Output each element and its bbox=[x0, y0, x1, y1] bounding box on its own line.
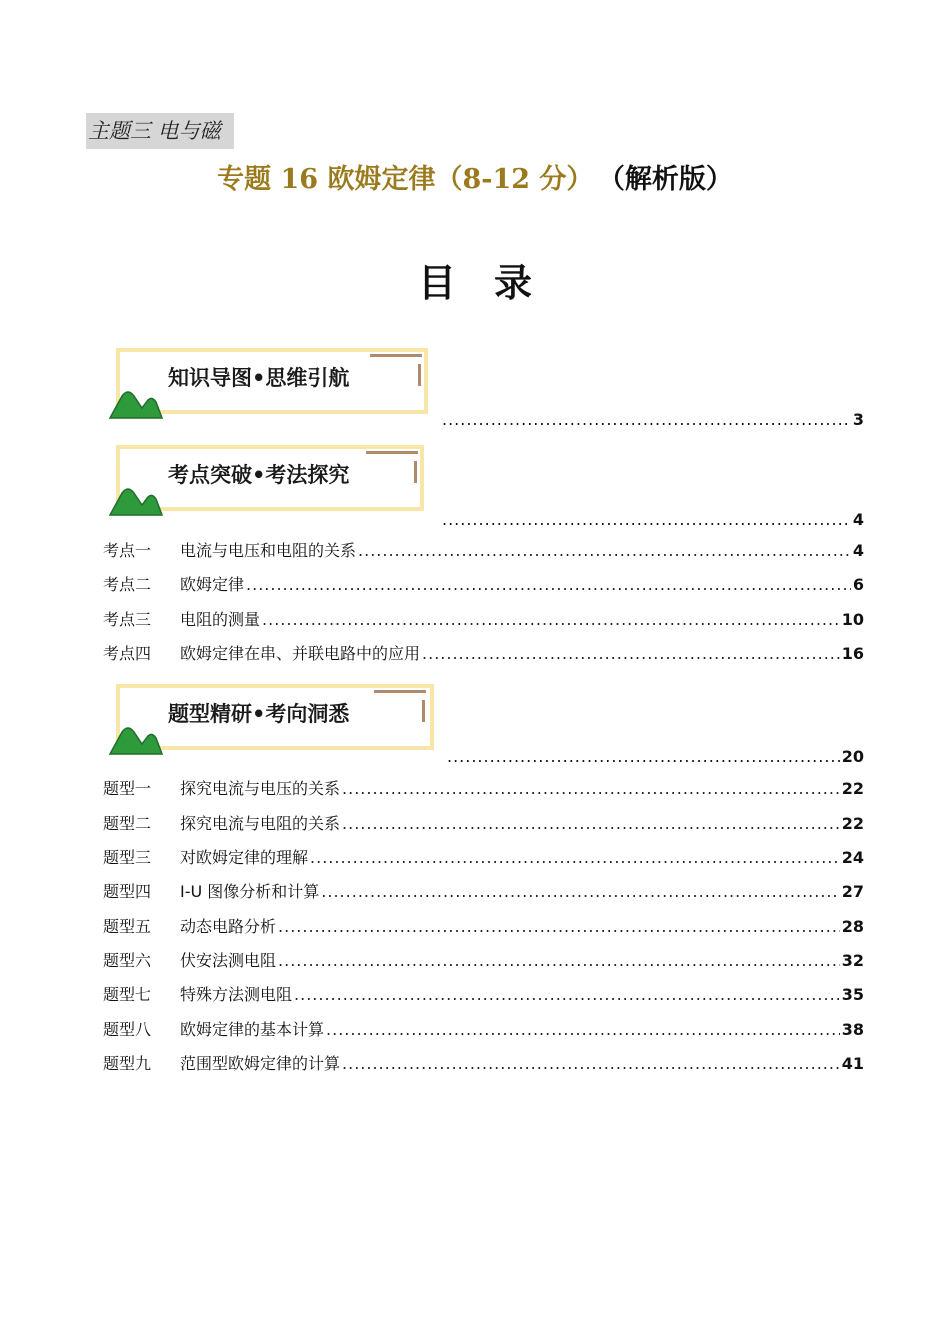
entry-title: 电阻的测量 bbox=[180, 610, 261, 629]
entry-title: 范围型欧姆定律的计算 bbox=[180, 1054, 341, 1073]
leader-dots bbox=[321, 881, 839, 903]
toc-entry[interactable] bbox=[103, 948, 864, 972]
banner-deco-line bbox=[366, 451, 418, 454]
entry-title: 动态电路分析 bbox=[180, 917, 277, 936]
mountain-icon bbox=[108, 384, 164, 420]
page-number: 16 bbox=[841, 644, 864, 663]
leader-dots bbox=[422, 643, 840, 665]
mountain-icon bbox=[108, 720, 164, 756]
entry-title: I-U 图像分析和计算 bbox=[180, 882, 320, 901]
entry-prefix: 考点三 bbox=[103, 610, 152, 629]
leader-dots bbox=[294, 984, 840, 1006]
mountain-icon bbox=[108, 481, 164, 517]
theme-tag: 主题三 电与磁 bbox=[86, 113, 234, 149]
page-number: 32 bbox=[841, 951, 864, 970]
entry-title: 电流与电压和电阻的关系 bbox=[180, 541, 357, 560]
page-number: 28 bbox=[841, 917, 864, 936]
page-number: 24 bbox=[841, 848, 864, 867]
entry-title: 欧姆定律 bbox=[180, 575, 245, 594]
leader-dots bbox=[278, 950, 840, 972]
leader-dots bbox=[262, 609, 840, 631]
entry-prefix: 题型五 bbox=[103, 917, 152, 936]
entry-prefix: 考点一 bbox=[103, 541, 152, 560]
toc-leader-row[interactable] bbox=[442, 505, 864, 529]
entry-prefix: 考点四 bbox=[103, 644, 152, 663]
toc-heading: 目录 bbox=[417, 260, 570, 305]
entry-prefix: 题型九 bbox=[103, 1054, 152, 1073]
toc-entry[interactable] bbox=[103, 879, 864, 903]
leader-dots bbox=[442, 510, 851, 529]
toc-leader-row[interactable] bbox=[442, 405, 864, 429]
page-number: 6 bbox=[852, 575, 864, 594]
entry-prefix: 题型七 bbox=[103, 985, 152, 1004]
page-number: 35 bbox=[841, 985, 864, 1004]
banner-label: 题型精研•考向洞悉 bbox=[168, 702, 350, 726]
banner-label: 考点突破•考法探究 bbox=[168, 463, 350, 487]
banner-deco-line bbox=[414, 461, 417, 483]
entry-prefix: 题型八 bbox=[103, 1020, 152, 1039]
page-number: 4 bbox=[852, 541, 864, 560]
entry-title: 对欧姆定律的理解 bbox=[180, 848, 309, 867]
leader-dots bbox=[358, 540, 851, 562]
entry-prefix: 题型二 bbox=[103, 814, 152, 833]
entry-title: 探究电流与电压的关系 bbox=[180, 779, 341, 798]
leader-dots bbox=[326, 1019, 840, 1041]
page-number: 41 bbox=[841, 1054, 864, 1073]
entry-title: 特殊方法测电阻 bbox=[180, 985, 293, 1004]
leader-dots bbox=[278, 916, 840, 938]
leader-dots bbox=[447, 747, 840, 766]
title-sub: （解析版） bbox=[611, 164, 733, 195]
toc-entry[interactable] bbox=[103, 914, 864, 938]
toc-entry[interactable] bbox=[103, 1051, 864, 1075]
entry-prefix: 题型四 bbox=[103, 882, 152, 901]
page-number: 20 bbox=[841, 747, 864, 766]
banner-deco-line bbox=[374, 690, 426, 693]
page-number: 38 bbox=[841, 1020, 864, 1039]
toc-entry[interactable] bbox=[103, 1017, 864, 1041]
toc-entry[interactable] bbox=[103, 811, 864, 835]
entry-title: 欧姆定律的基本计算 bbox=[180, 1020, 325, 1039]
section-banner-tixing[interactable] bbox=[108, 684, 438, 764]
section-banner-kaodian[interactable] bbox=[108, 445, 438, 525]
leader-dots bbox=[342, 778, 840, 800]
page-number: 4 bbox=[852, 510, 864, 529]
leader-dots bbox=[246, 574, 851, 596]
toc-entry[interactable] bbox=[103, 982, 864, 1006]
toc-entry[interactable] bbox=[103, 776, 864, 800]
entry-prefix: 题型六 bbox=[103, 951, 152, 970]
page-number: 22 bbox=[841, 779, 864, 798]
banner-deco-line bbox=[422, 700, 425, 722]
banner-deco-line bbox=[370, 354, 422, 357]
toc-entry[interactable] bbox=[103, 538, 864, 562]
entry-prefix: 题型三 bbox=[103, 848, 152, 867]
title-main: 专题 16 欧姆定律（8-12 分） bbox=[217, 164, 594, 195]
toc-entry[interactable] bbox=[103, 572, 864, 596]
page-number: 27 bbox=[841, 882, 864, 901]
banner-deco-line bbox=[418, 364, 421, 386]
entry-title: 探究电流与电阻的关系 bbox=[180, 814, 341, 833]
entry-prefix: 考点二 bbox=[103, 575, 152, 594]
document-title bbox=[0, 160, 950, 200]
page-number: 22 bbox=[841, 814, 864, 833]
leader-dots bbox=[342, 1053, 840, 1075]
entry-title: 伏安法测电阻 bbox=[180, 951, 277, 970]
section-banner-mindmap[interactable] bbox=[108, 348, 438, 428]
page-number: 3 bbox=[852, 410, 864, 429]
leader-dots bbox=[442, 410, 851, 429]
banner-label: 知识导图•思维引航 bbox=[168, 366, 350, 390]
toc-entry[interactable] bbox=[103, 641, 864, 665]
toc-entry[interactable] bbox=[103, 845, 864, 869]
leader-dots bbox=[342, 813, 840, 835]
toc-leader-row[interactable] bbox=[447, 742, 864, 766]
leader-dots bbox=[310, 847, 840, 869]
page-number: 10 bbox=[841, 610, 864, 629]
entry-prefix: 题型一 bbox=[103, 779, 152, 798]
toc-entry[interactable] bbox=[103, 607, 864, 631]
entry-title: 欧姆定律在串、并联电路中的应用 bbox=[180, 644, 421, 663]
